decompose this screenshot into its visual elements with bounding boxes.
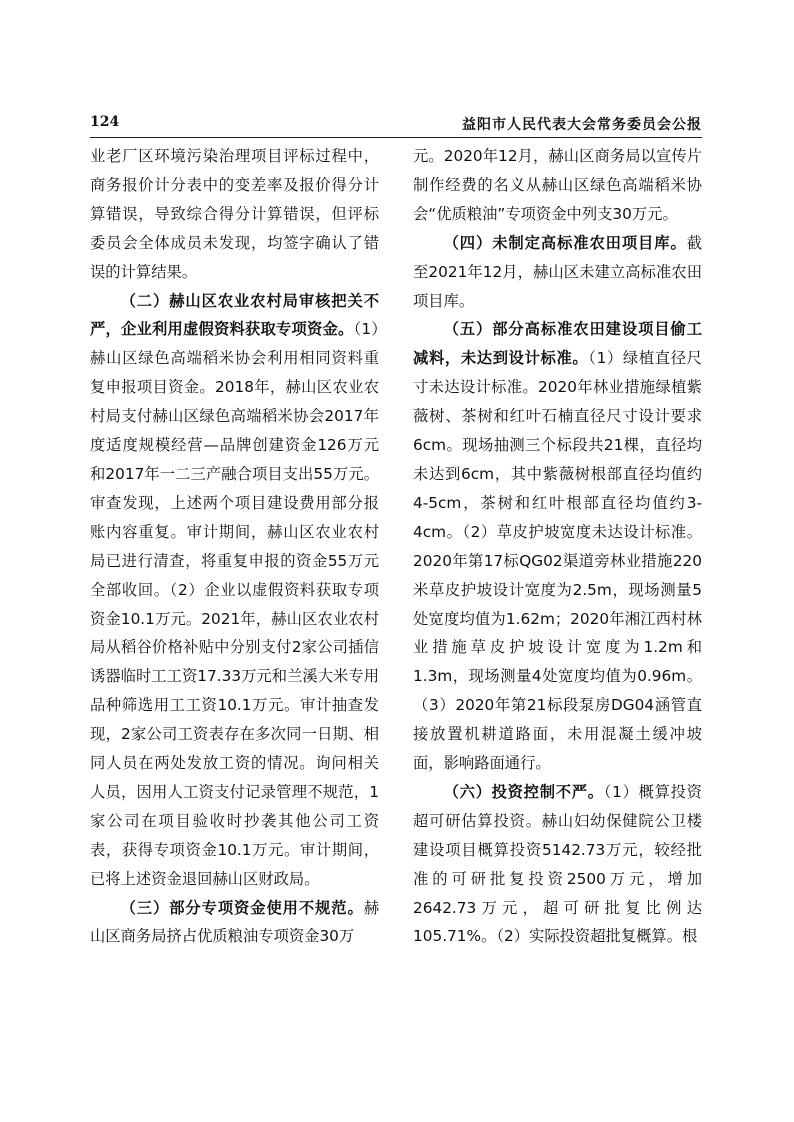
paragraph-body: （1）赫山区绿色高端稻米协会利用相同资料重复申报项目资金。2018年，赫山区农业农村局支付赫山区绿色高端稻米协会2017年度适度规模经营—品牌创建资金126万元和2017年一二三产融合项目支出55万元。审查发现，上述两个项目建设费用部分报账内容重复。审计期间，赫山区农业农村局已进行清查，将重复申报的资金55万元全部收回。（2）企业以虚假资料获取专项资金10.1万元。2021年，赫山区农业农村局从稻谷价格补贴中分别支付2家公司插信诱器临时工工资17.33万元和兰溪大米专用品种筛选用工工资10.1万元。审计抽查发现，2家公司工资表存在多次同一日期、相同人员在两处发放工资的情况。询问相关人员，因用人工资支付记录管理不规范，1家公司在项目验收时抄袭其他公司工资表，获得专项资金10.1万元。审计期间，已将上述资金退回赫山区财政局。 bbox=[90, 320, 379, 888]
section-heading: （六）投资控制不严。 bbox=[443, 782, 604, 801]
paragraph bbox=[90, 894, 379, 952]
paragraph bbox=[413, 778, 702, 951]
running-title: 益阳市人民代表大会常务委员会公报 bbox=[462, 117, 702, 133]
page-header bbox=[90, 112, 702, 140]
section-heading: （四）未制定高标准农田项目库。 bbox=[443, 233, 687, 252]
paragraph bbox=[413, 315, 702, 778]
paragraph: 业老厂区环境污染治理项目评标过程中，商务报价计分表中的变差率及报价得分计算错误，导致综合得分计算错误，但评标委员会全体成员未发现，均签字确认了错误的计算结果。 bbox=[90, 147, 379, 281]
section-heading: （五）部分高标准农田建设项目偷工减料，未达到设计标准。 bbox=[413, 320, 702, 368]
left-column bbox=[90, 142, 379, 951]
paragraph: 元。2020年12月，赫山区商务局以宣传片制作经费的名义从赫山区绿色高端稻米协会“优质粮油”专项资金中列支30万元。 bbox=[413, 147, 702, 223]
paragraph bbox=[413, 229, 702, 316]
paragraph-body: 赫山区商务局挤占优质粮油专项资金30万 bbox=[90, 898, 379, 946]
section-heading: （三）部分专项资金使用不规范。 bbox=[120, 898, 364, 917]
right-column bbox=[413, 142, 702, 951]
section-heading: （二）赫山区农业农村局审核把关不严，企业利用虚假资料获取专项资金。 bbox=[90, 291, 379, 339]
page-number: 124 bbox=[90, 114, 120, 130]
paragraph-body: 截至2021年12月，赫山区未建立高标准农田项目库。 bbox=[413, 233, 702, 310]
paragraph-body: （1）绿植直径尺寸未达设计标准。2020年林业措施绿植紫薇树、茶树和红叶石楠直径尺寸设计要求6cm。现场抽测三个标段共21棵，直径均未达到6cm，其中紫薇树根部直径均值约4-5cm，茶树和红叶根部直径均值约3-4cm。（2）草皮护坡宽度未达设计标准。2020年第17标QG02渠道旁林业措施220米草皮护坡设计宽度为2.5m，现场测量5处宽度均值为1.62m；2020年湘江西村林业措施草皮护坡设计宽度为1.2m和1.3m，现场测量4处宽度均值为0.96m。（3）2020年第21标段泵房DG04涵管直接放置机耕道路面，未用混凝土缓冲坡面，影响路面通行。 bbox=[413, 349, 702, 773]
paragraph bbox=[90, 287, 379, 894]
header-rule bbox=[90, 137, 702, 138]
paragraph-body: （1）概算投资超可研估算投资。赫山妇幼保健院公卫楼建设项目概算投资5142.73万元，较经批准的可研批复投资2500万元，增加2642.73万元，超可研批复比例达105.71%。（2）实际投资超批复概算。根 bbox=[413, 782, 702, 946]
